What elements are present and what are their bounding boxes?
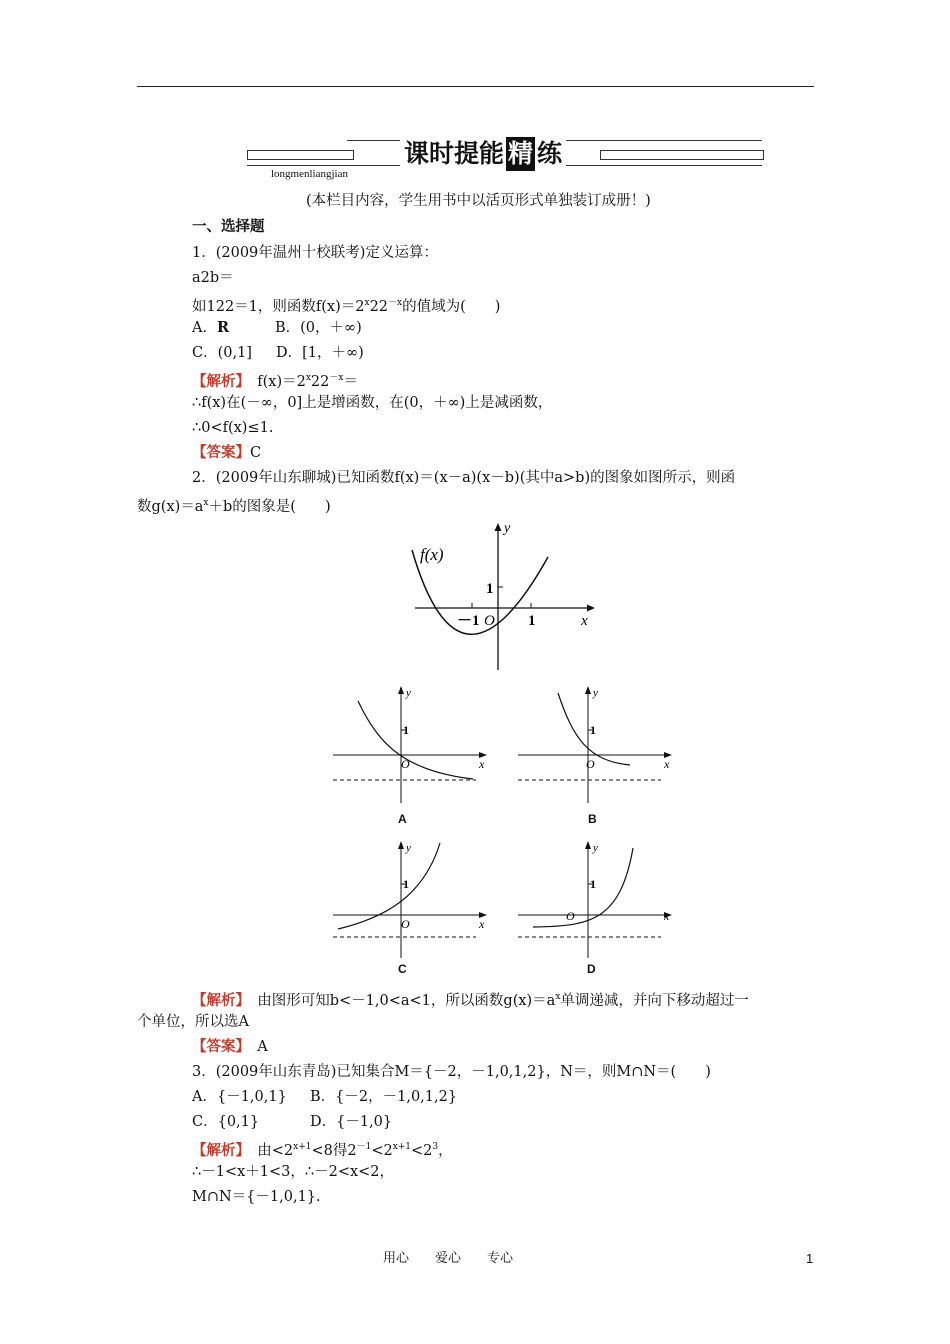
option-caption-a: A [398, 812, 407, 826]
q3-step-1: ∴－1<x＋1<3，∴－2<x<2， [192, 1164, 395, 1180]
option-graph-a [333, 683, 493, 808]
fx-x-arrow [587, 605, 595, 612]
svg-text:1: 1 [590, 723, 596, 737]
option-caption-c: C [398, 962, 407, 976]
fx-one-x: 1 [528, 613, 536, 629]
q1-step-1: ∴f(x)在(－∞，0]上是增函数，在(0，＋∞)上是减函数， [192, 395, 553, 411]
q1-option-a: A．R [192, 319, 230, 336]
q2-stem-2: 数$g(x)=a^x+b$的图象是( ) [137, 498, 331, 515]
q3-stem: 3．(2009年山东青岛)已知集合M＝{－2，－1,0,1,2}，N＝，则M∩N＝( ) [192, 1064, 711, 1080]
q1-step-2: ∴0<f(x)≤1. [192, 420, 274, 436]
q1-answer: 【答案】C [192, 444, 262, 461]
fx-label: f(x) [420, 545, 444, 564]
fx-neg1: －1 [457, 613, 480, 629]
option-graph-b [518, 683, 678, 808]
q1-condition: 如122＝1，则函数$f(x)=2^x22^{-x}$的值域为( ) [192, 298, 501, 315]
fx-x-label: x [581, 613, 588, 629]
option-graph-d [518, 838, 678, 963]
q1-option-b: B．(0，＋∞) [275, 320, 362, 336]
title-text-2: 练 [537, 139, 563, 168]
q3-analysis: 【解析】 由$<2^{x+1}<8$得$2^{-1}<2^{x+1}<2^3$， [192, 1142, 453, 1159]
svg-text:y: y [593, 687, 598, 699]
q1-stem: 1．(2009年温州十校联考)定义运算： [192, 245, 438, 261]
banner-subtitle: longmenliangjian [271, 168, 348, 180]
svg-text:1: 1 [403, 723, 409, 737]
svg-text:O: O [401, 917, 410, 931]
answer-label: 【答案】 [192, 444, 250, 461]
svg-text:x: x [479, 917, 485, 931]
svg-text:O: O [401, 757, 410, 771]
q2-answer: 【答案】 A [192, 1038, 268, 1055]
section-heading: 一、选择题 [192, 218, 265, 235]
title-text-1: 课时提能 [404, 139, 505, 168]
svg-text:O: O [586, 757, 595, 771]
q1-option-c: C．(0,1] [192, 345, 252, 361]
fx-y-label: y [504, 521, 511, 536]
option-graph-c [333, 838, 493, 963]
q1-definition: a2b＝ [192, 270, 234, 286]
svg-text:y: y [593, 842, 598, 854]
option-caption-d: D [587, 962, 596, 976]
fx-origin: O [484, 613, 495, 629]
q1-option-d: D．[1，＋∞) [276, 345, 364, 361]
banner-title [400, 137, 566, 171]
q2-stem-1: 2．(2009年山东聊城)已知函数f(x)＝(x－a)(x－b)(其中a>b)的图象如图所示，则函 [192, 470, 736, 486]
fx-graph [400, 515, 610, 675]
banner-box-right [600, 150, 764, 160]
fx-one-y: 1 [486, 581, 494, 597]
banner-box-left [247, 150, 354, 160]
svg-text:y: y [406, 687, 411, 699]
fx-y-arrow [495, 523, 502, 531]
q3-option-a: A．{－1,0,1} [192, 1089, 287, 1105]
answer-label: 【答案】 [192, 1038, 243, 1055]
svg-text:y: y [406, 842, 411, 854]
page-number: 1 [806, 1251, 814, 1266]
footer-motto: 用心 爱心 专心 [383, 1251, 514, 1266]
svg-text:1: 1 [403, 877, 409, 891]
q3-option-d: D．{－1,0} [310, 1114, 393, 1130]
q3-option-b: B．{－2，－1,0,1,2} [310, 1089, 458, 1105]
svg-text:x: x [664, 909, 670, 923]
q3-option-c: C．{0,1} [192, 1114, 260, 1130]
q2-analysis: 【解析】 由图形可知b<－1,0<a<1，所以函数$g(x)=a^x$单调递减，并向下移动超过一 [192, 992, 749, 1009]
header-note: (本栏目内容，学生用书中以活页形式单独装订成册！) [306, 193, 651, 209]
q1-analysis: 【解析】 $f(x)=2^x22^{-x}=$ [192, 373, 358, 390]
q3-step-2: M∩N＝{－1,0,1}. [192, 1189, 321, 1205]
analysis-label: 【解析】 [192, 373, 243, 390]
svg-text:x: x [479, 757, 485, 771]
svg-text:x: x [664, 757, 670, 771]
svg-text:1: 1 [590, 877, 596, 891]
title-highlight: 精 [506, 137, 535, 171]
analysis-label: 【解析】 [192, 1142, 243, 1159]
option-caption-b: B [588, 812, 597, 826]
svg-text:O: O [566, 909, 575, 923]
q2-analysis-2: 个单位，所以选A [137, 1014, 249, 1030]
top-rule [137, 86, 814, 87]
analysis-label: 【解析】 [192, 992, 243, 1009]
